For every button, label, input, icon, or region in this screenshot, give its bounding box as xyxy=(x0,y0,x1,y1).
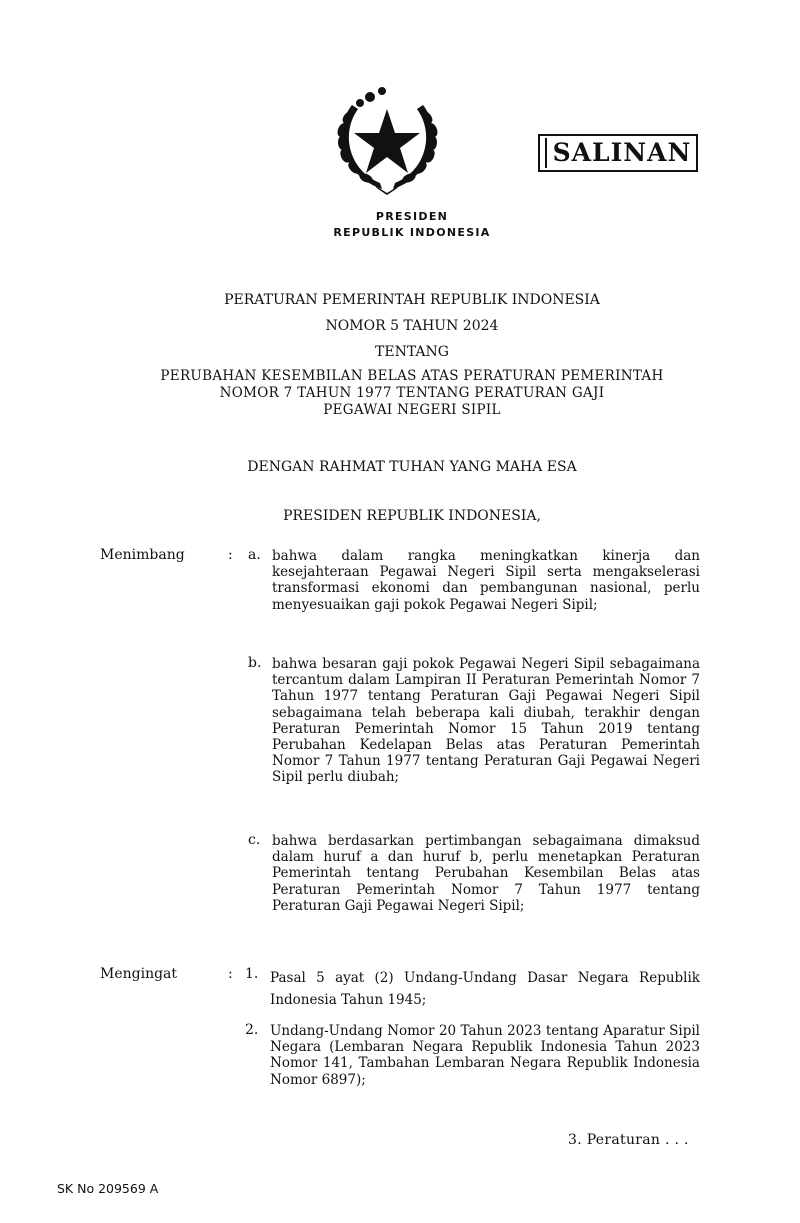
institution-line1: PRESIDEN xyxy=(375,210,449,223)
menimbang-item-a: bahwa dalam rangka meningkatkan kinerja dan kesejahteraan Pegawai Negeri Sipil serta mengakselerasi transformasi ekonomi dan pembangunan nasional, perlu menyesuaikan gaji pokok Pegawai Negeri Sipil; xyxy=(272,548,700,613)
menimbang-item-b: bahwa besaran gaji pokok Pegawai Negeri Sipil sebagaimana tercantum dalam Lampiran II Peraturan Pemerintah Nomor 7 Tahun 1977 tentang Peraturan Gaji Pegawai Negeri Sipil sebagaimana telah beberapa kali diubah, terakhir dengan Peraturan Pemerintah Nomor 15 Tahun 2019 tentang Perubahan Kedelapan Belas atas Peraturan Pemerintah Nomor 7 Tahun 1977 tentang Peraturan Gaji Pegawai Negeri Sipil perlu diubah; xyxy=(272,656,700,786)
invocation: DENGAN RAHMAT TUHAN YANG MAHA ESA xyxy=(247,459,577,475)
menimbang-marker-b: b. xyxy=(248,655,262,671)
president-heading: PRESIDEN REPUBLIK INDONESIA, xyxy=(283,508,541,524)
menimbang-item-c: bahwa berdasarkan pertimbangan sebagaimana dimaksud dalam huruf a dan huruf b, perlu menetapkan Peraturan Pemerintah tentang Perubahan Kesembilan Belas atas Peraturan Pemerintah Nomor 7 Tahun 1977 tentang Peraturan Gaji Pegawai Negeri Sipil; xyxy=(272,833,700,914)
subject-line-2: NOMOR 7 TAHUN 1977 TENTANG PERATURAN GAJI xyxy=(219,385,605,401)
institution-line2: REPUBLIK INDONESIA xyxy=(333,226,491,239)
regulation-subject xyxy=(12,368,800,419)
salinan-stamp xyxy=(538,134,698,172)
menimbang-label: Menimbang xyxy=(100,547,185,563)
state-emblem xyxy=(330,85,445,195)
sk-number: SK No 209569 A xyxy=(57,1181,159,1196)
menimbang-colon: : xyxy=(228,547,233,563)
mengingat-label: Mengingat xyxy=(100,966,178,982)
menimbang-marker-a: a. xyxy=(248,547,261,563)
mengingat-colon: : xyxy=(228,966,233,982)
mengingat-marker-1: 1. xyxy=(245,966,259,982)
menimbang-marker-c: c. xyxy=(248,832,261,848)
regulation-number: NOMOR 5 TAHUN 2024 xyxy=(325,318,499,334)
regulation-title: PERATURAN PEMERINTAH REPUBLIK INDONESIA xyxy=(224,292,600,308)
mengingat-marker-2: 2. xyxy=(245,1022,259,1038)
salinan-stamp-text: SALINAN xyxy=(545,138,692,168)
subject-line-1: PERUBAHAN KESEMBILAN BELAS ATAS PERATURAN PEMERINTAH xyxy=(160,368,664,384)
mengingat-item-1: Pasal 5 ayat (2) Undang-Undang Dasar Negara Republik Indonesia Tahun 1945; xyxy=(270,970,700,1008)
mengingat-item-2: Undang-Undang Nomor 20 Tahun 2023 tentang Aparatur Sipil Negara (Lembaran Negara Republik Indonesia Tahun 2023 Nomor 141, Tambahan Lembaran Negara Republik Indonesia Nomor 6897); xyxy=(270,1023,700,1088)
regulation-tentang: TENTANG xyxy=(375,344,449,360)
subject-line-3: PEGAWAI NEGERI SIPIL xyxy=(323,402,501,418)
next-page-catchword: 3. Peraturan . . . xyxy=(568,1132,689,1148)
